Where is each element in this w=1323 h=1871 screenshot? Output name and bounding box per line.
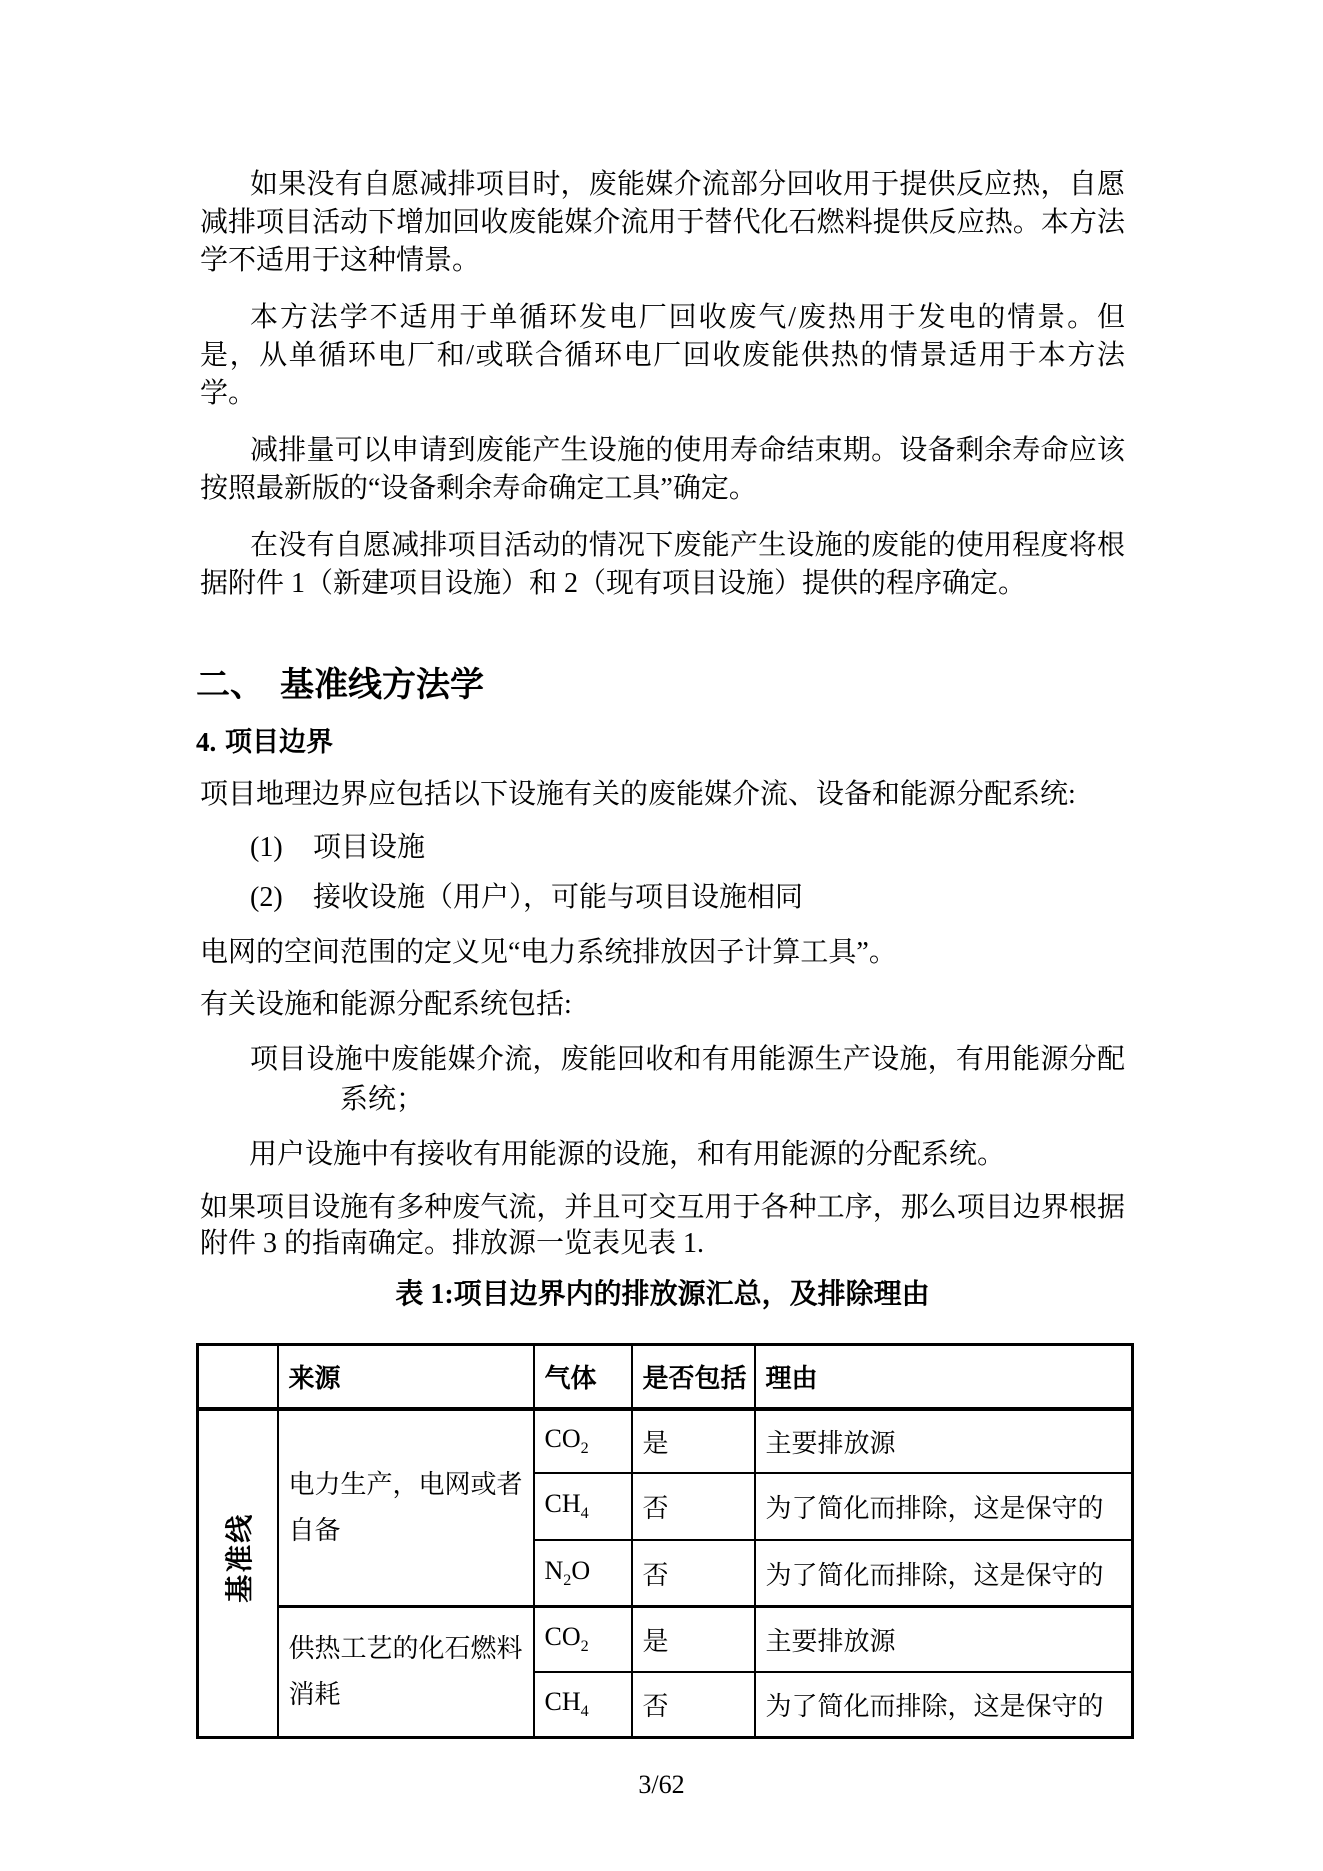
- system-item-user-facility: 用户设施中有接收有用能源的设施，和有用能源的分配系统。: [249, 1139, 1006, 1170]
- system-item-project-facility: 项目设施中废能媒介流，废能回收和有用能源生产设施，有用能源分配系统；: [250, 1044, 1125, 1115]
- justification-cell: 为了简化而排除，这是保守的: [755, 1540, 1133, 1607]
- gas-cell: [534, 1672, 632, 1738]
- paragraph-no-project-scenario: 如果没有自愿减排项目时，废能媒介流部分回收用于提供反应热，自愿减排项目活动下增加回收废能媒介流用于替代化石燃料提供反应热。本方法学不适用于这种情景。: [200, 169, 1125, 276]
- gas-formula: CO: [544, 1424, 581, 1454]
- header-gas: 气体: [534, 1345, 632, 1410]
- included-cell: 是: [632, 1409, 755, 1473]
- justification-cell: 主要排放源: [755, 1607, 1133, 1673]
- table-row: [198, 1409, 1133, 1473]
- gas-subscript: 2: [563, 1572, 572, 1590]
- included-cell: 否: [632, 1672, 755, 1738]
- list-item-text: 项目设施: [313, 832, 426, 863]
- systems-intro-text: 有关设施和能源分配系统包括:: [200, 989, 572, 1020]
- justification-cell: 为了简化而排除，这是保守的: [755, 1473, 1133, 1540]
- multi-waste-stream-note: 如果项目设施有多种废气流，并且可交互用于各种工序，那么项目边界根据附件 3 的指南确定。排放源一览表见表 1.: [200, 1192, 1125, 1259]
- subsection-heading-project-boundary: [196, 724, 1125, 760]
- gas-formula: CH: [544, 1687, 581, 1717]
- table-row: [198, 1607, 1133, 1673]
- gas-formula: CH: [544, 1489, 581, 1519]
- group-label-cell: [198, 1409, 278, 1738]
- table-header-row: [198, 1345, 1133, 1410]
- grid-definition-note: 电网的空间范围的定义见“电力系统排放因子计算工具”。: [200, 937, 897, 968]
- paragraph-single-cycle-scope: 本方法学不适用于单循环发电厂回收废气/废热用于发电的情景。但是，从单循环电厂和/或联合循环电厂回收废能供热的情景适用于本方法学。: [200, 302, 1125, 409]
- table-corner-cell: [198, 1345, 278, 1410]
- included-cell: 是: [632, 1607, 755, 1673]
- list-item-number: (1): [250, 832, 283, 863]
- table-title: 表 1:项目边界内的排放源汇总，及排除理由: [395, 1279, 930, 1310]
- list-item-number: (2): [250, 882, 283, 913]
- gas-formula: N: [544, 1555, 564, 1585]
- gas-subscript: 4: [580, 1505, 589, 1523]
- gas-cell: [534, 1607, 632, 1673]
- source-cell-fossil-fuel-heat: 供热工艺的化石燃料消耗: [278, 1607, 534, 1738]
- group-label-baseline: 基准线: [224, 1512, 256, 1603]
- gas-formula: CO: [544, 1622, 581, 1652]
- gas-cell: [534, 1473, 632, 1540]
- section-title: 基准线方法学: [280, 667, 484, 704]
- header-included: 是否包括: [632, 1345, 755, 1410]
- header-justification: 理由: [755, 1345, 1133, 1410]
- emissions-sources-table: [196, 1343, 1134, 1739]
- section-heading-baseline-methodology: [196, 663, 1125, 709]
- paragraph-annex-procedures: 在没有自愿减排项目活动的情况下废能产生设施的废能的使用程度将根据附件 1（新建项目设施）和 2（现有项目设施）提供的程序确定。: [200, 530, 1125, 599]
- gas-formula-suffix: O: [571, 1555, 591, 1585]
- included-cell: 否: [632, 1473, 755, 1540]
- list-item-text: 接收设施（用户），可能与项目设施相同: [313, 882, 804, 913]
- justification-cell: 为了简化而排除，这是保守的: [755, 1672, 1133, 1738]
- boundary-intro-text: 项目地理边界应包括以下设施有关的废能媒介流、设备和能源分配系统:: [200, 779, 1076, 810]
- list-item-project-facility: [250, 829, 1125, 867]
- gas-subscript: 2: [580, 1440, 589, 1458]
- header-source: 来源: [278, 1345, 534, 1410]
- subsection-number: 4.: [196, 727, 217, 757]
- included-cell: 否: [632, 1540, 755, 1607]
- gas-subscript: 4: [580, 1703, 589, 1721]
- gas-cell: [534, 1540, 632, 1607]
- justification-cell: 主要排放源: [755, 1409, 1133, 1473]
- subsection-title: 项目边界: [225, 727, 333, 757]
- page-number: 3/62: [638, 1770, 685, 1799]
- section-number: 二、: [196, 667, 264, 704]
- source-cell-electricity: 电力生产，电网或者自备: [278, 1409, 534, 1607]
- gas-subscript: 2: [580, 1638, 589, 1656]
- paragraph-crediting-lifetime: 减排量可以申请到废能产生设施的使用寿命结束期。设备剩余寿命应该按照最新版的“设备剩余寿命确定工具”确定。: [200, 435, 1125, 504]
- list-item-recipient-facility: [250, 879, 1125, 917]
- gas-cell: [534, 1409, 632, 1473]
